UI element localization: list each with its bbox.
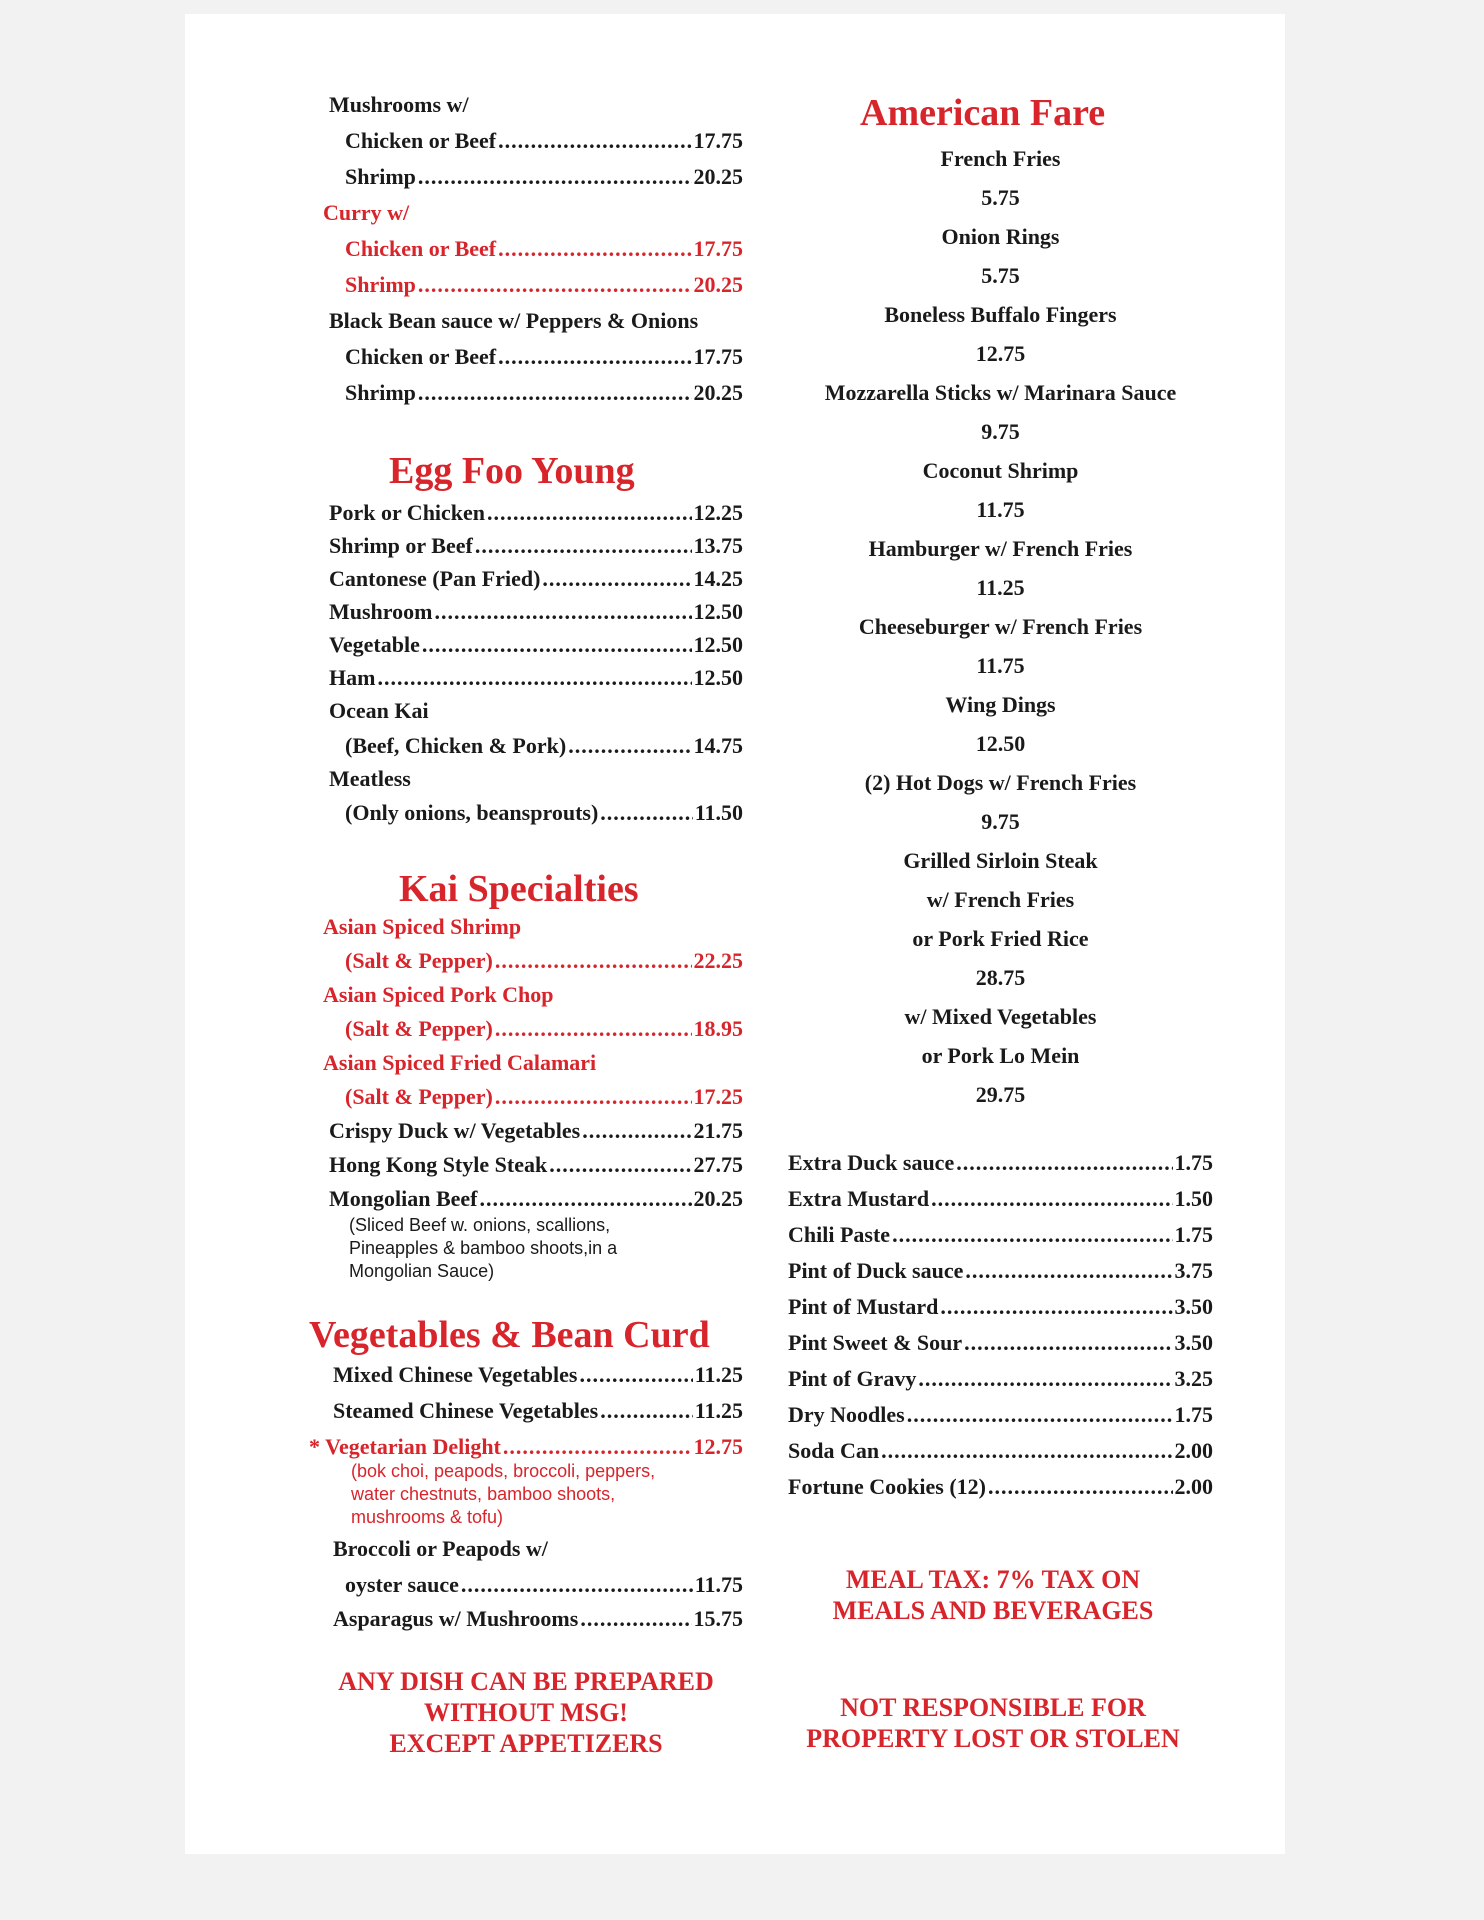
menu-item: Vegetable ..... 12.50: [329, 634, 743, 656]
extra-item: Chili Paste ..... 1.75: [788, 1224, 1213, 1246]
mushrooms-label: Mushrooms w/: [329, 92, 469, 117]
steak-option: w/ Mixed Vegetables: [904, 1004, 1097, 1029]
american-item-price: 11.75: [976, 497, 1025, 522]
american-item-name: Mozzarella Sticks w/ Marinara Sauce: [824, 380, 1177, 405]
american-item-name: Onion Rings: [941, 224, 1060, 249]
american-item-price: 9.75: [981, 419, 1020, 444]
left-column: [309, 0, 743, 1920]
extra-item: Extra Duck sauce ..... 1.75: [788, 1152, 1213, 1174]
menu-item: * Vegetarian Delight ..... 12.75: [309, 1436, 743, 1458]
menu-item: Pork or Chicken ..... 12.25: [329, 502, 743, 524]
lost-property-notice: NOT RESPONSIBLE FOR PROPERTY LOST OR STOLEN: [806, 1693, 1180, 1753]
american-item-price: 9.75: [981, 809, 1020, 834]
menu-item: (Salt & Pepper) ..... 17.25: [323, 1086, 743, 1108]
menu-item: Shrimp or Beef ..... 13.75: [329, 535, 743, 557]
menu-item: (Beef, Chicken & Pork) ..... 14.75: [323, 735, 743, 757]
menu-item: Hong Kong Style Steak ..... 27.75: [329, 1154, 743, 1176]
extra-item: Fortune Cookies (12) ..... 2.00: [788, 1476, 1213, 1498]
egg-foo-young-heading: Egg Foo Young: [389, 450, 635, 492]
american-item-price: 12.75: [975, 341, 1026, 366]
american-item-price: 11.75: [976, 653, 1025, 678]
american-item-price: 11.25: [976, 575, 1025, 600]
menu-item: Crispy Duck w/ Vegetables ..... 21.75: [329, 1120, 743, 1142]
menu-item: Mushroom ..... 12.50: [329, 601, 743, 623]
american-item-name: Boneless Buffalo Fingers: [884, 302, 1117, 327]
menu-item: Chicken or Beef ..... 17.75: [323, 346, 743, 368]
curry-label: Curry w/: [323, 200, 410, 225]
extra-item: Pint of Mustard ..... 3.50: [788, 1296, 1213, 1318]
extra-item: Pint of Gravy ..... 3.25: [788, 1368, 1213, 1390]
msg-notice: ANY DISH CAN BE PREPARED WITHOUT MSG! EXCEPT APPETIZERS: [338, 1667, 714, 1758]
steak-option: or Pork Lo Mein: [921, 1043, 1080, 1068]
steak-option: w/ French Fries: [926, 887, 1075, 912]
menu-item: Chicken or Beef ..... 17.75: [323, 130, 743, 152]
menu-item: Asparagus w/ Mushrooms ..... 15.75: [333, 1608, 743, 1630]
tax-notice: MEAL TAX: 7% TAX ON MEALS AND BEVERAGES: [832, 1565, 1154, 1625]
extra-item: Pint Sweet & Sour ..... 3.50: [788, 1332, 1213, 1354]
vegetables-heading: Vegetables & Bean Curd: [309, 1314, 710, 1356]
american-item-price: 5.75: [981, 263, 1020, 288]
menu-item: Cantonese (Pan Fried) ..... 14.25: [329, 568, 743, 590]
steak-price: 29.75: [975, 1082, 1026, 1107]
extra-item: Soda Can ..... 2.00: [788, 1440, 1213, 1462]
steak-option: or Pork Fried Rice: [912, 926, 1089, 951]
menu-item: Steamed Chinese Vegetables ..... 11.25: [333, 1400, 743, 1422]
american-item-name: Wing Dings: [945, 692, 1056, 717]
american-item-name: Cheeseburger w/ French Fries: [858, 614, 1143, 639]
menu-item: (Salt & Pepper) ..... 18.95: [323, 1018, 743, 1040]
american-item-name: Coconut Shrimp: [922, 458, 1079, 483]
spiced-item-name: Asian Spiced Fried Calamari: [323, 1050, 597, 1075]
spiced-item-name: Asian Spiced Shrimp: [323, 914, 522, 939]
ocean-kai-label: Ocean Kai: [329, 698, 429, 723]
steak-price: 28.75: [975, 965, 1026, 990]
menu-item: (Salt & Pepper) ..... 22.25: [323, 950, 743, 972]
menu-item: oyster sauce ..... 11.75: [323, 1574, 743, 1596]
menu-item: Shrimp ..... 20.25: [323, 382, 743, 404]
black-bean-label: Black Bean sauce w/ Peppers & Onions: [329, 308, 699, 333]
menu-item: Ham ..... 12.50: [329, 667, 743, 689]
broccoli-label: Broccoli or Peapods w/: [333, 1536, 548, 1561]
right-column: [788, 0, 1213, 1920]
menu-item: (Only onions, beansprouts) ..... 11.50: [323, 802, 743, 824]
kai-specialties-heading: Kai Specialties: [399, 868, 639, 910]
meatless-label: Meatless: [329, 766, 411, 791]
american-item-name: French Fries: [940, 146, 1061, 171]
menu-item: Mongolian Beef ..... 20.25: [329, 1188, 743, 1210]
menu-item: Chicken or Beef ..... 17.75: [323, 238, 743, 260]
american-item-name: (2) Hot Dogs w/ French Fries: [864, 770, 1137, 795]
menu-item: Shrimp ..... 20.25: [323, 274, 743, 296]
menu-item: Shrimp ..... 20.25: [323, 166, 743, 188]
american-fare-heading: American Fare: [860, 92, 1106, 134]
vegetarian-delight-note: (bok choi, peapods, broccoli, peppers, water chestnuts, bamboo shoots, mushrooms & tofu): [351, 1461, 656, 1527]
extra-item: Dry Noodles ..... 1.75: [788, 1404, 1213, 1426]
extra-item: Extra Mustard ..... 1.50: [788, 1188, 1213, 1210]
extra-item: Pint of Duck sauce ..... 3.75: [788, 1260, 1213, 1282]
american-item-name: Hamburger w/ French Fries: [868, 536, 1133, 561]
american-item-price: 12.50: [975, 731, 1026, 756]
mongolian-note: (Sliced Beef w. onions, scallions, Pineapples & bamboo shoots,in a Mongolian Sauce): [349, 1215, 618, 1281]
spiced-item-name: Asian Spiced Pork Chop: [323, 982, 554, 1007]
menu-item: Mixed Chinese Vegetables ..... 11.25: [333, 1364, 743, 1386]
steak-name: Grilled Sirloin Steak: [903, 848, 1098, 873]
american-item-price: 5.75: [981, 185, 1020, 210]
